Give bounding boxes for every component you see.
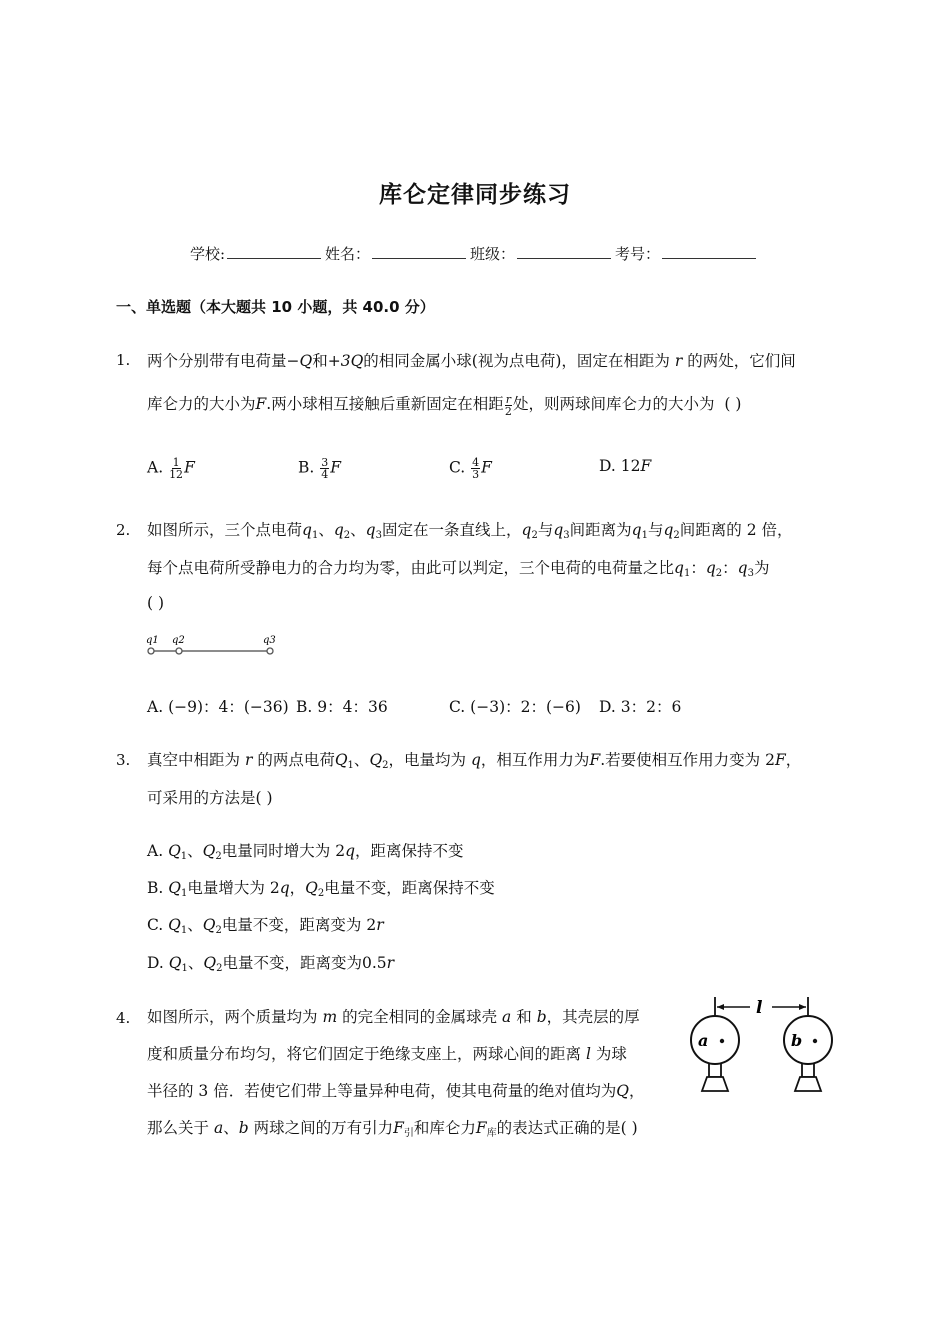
page-title: 库仑定律同步练习 [379,182,571,208]
question-4-number: 4. [116,1009,131,1027]
q4-spheres-figure [688,995,838,1097]
question-1-line-2: 库仑力的大小为F.两小球相互接触后重新固定在相距 $\frac{r}{2}$ 处，则两球间库仑力的大小为 ( ) [147,392,742,418]
q1-option-c[interactable]: C. $\frac{4}{3}$ F [449,456,492,481]
q2-option-c[interactable]: C. (−3)：2：(−6) [449,698,581,716]
q3-option-b[interactable]: B. $Q_1$电量增大为 2q，$Q_2$电量不变，距离保持不变 [147,879,495,899]
stand-a [702,1077,728,1091]
question-2-line-3: ( ) [147,594,165,612]
school-label: 学校: [189,245,225,263]
question-4-line-1: 如图所示，两个质量均为 m 的完全相同的金属球壳 a 和 b，其壳层的厚 [147,1008,640,1026]
q3-dot [267,648,273,654]
question-4-line-3: 半径的 3 倍．若使它们带上等量异种电荷，使其电荷量的绝对值均为Q， [147,1082,645,1100]
question-3-line-2: 可采用的方法是( ) [147,789,273,807]
fraction-r-over-2: $\frac{r}{2}$ [504,392,512,418]
q1-label: q1 [146,635,159,646]
school-blank[interactable] [227,244,321,259]
class-blank[interactable] [517,244,611,259]
question-4-line-4: 那么关于 a、b 两球之间的万有引力$F_引$和库仑力$F_库$的表达式正确的是( ) [147,1119,638,1139]
q1-option-b[interactable]: B. $\frac{3}{4}$ F [298,456,342,481]
question-1-number: 1. [116,351,131,369]
question-4-line-2: 度和质量分布均匀，将它们固定于绝缘支座上，两球心间的距离 l 为球 [147,1045,627,1063]
question-3-line-1: 真空中相距为 r 的两点电荷$Q_1$、$Q_2$，电量均为 q，相互作用力为F.若要使相互作用力变为 2F， [147,751,802,771]
q3-option-c[interactable]: C. $Q_1$、$Q_2$电量不变，距离变为 2r [147,916,384,936]
q2-option-a[interactable]: A. (−9)：4：(−36) [147,698,289,716]
sphere-a-label: a [698,1031,709,1050]
question-3-number: 3. [116,751,131,769]
q2-charges-figure [144,633,280,657]
question-2-number: 2. [116,521,131,539]
q2-dot [176,648,182,654]
q2-option-b[interactable]: B. 9：4：36 [296,698,388,716]
exam-blank[interactable] [662,244,756,259]
student-info-line [0,243,950,264]
distance-label-l: l [756,998,763,1018]
q1-option-d[interactable]: D. 12F [599,457,652,475]
exam-label: 考号： [615,245,661,263]
section-heading: 一、单选题（本大题共 10 小题，共 40.0 分） [116,298,435,316]
class-label: 班级： [470,245,516,263]
name-label: 姓名： [325,245,371,263]
q3-option-d[interactable]: D. $Q_1$、$Q_2$电量不变，距离变为0.5r [147,954,395,974]
question-1-line-1: 两个分别带有电荷量−Q和+3Q的相同金属小球(视为点电荷)，固定在相距为 r 的两处，它们间 [147,352,796,370]
question-2-line-1: 如图所示，三个点电荷$q_1$、$q_2$、$q_3$固定在一条直线上，$q_2$与$q_3$间距离为$q_1$与$q_2$间距离的 2 倍， [147,521,793,541]
q1-option-a[interactable]: A. $\frac{1}{12}$ F [147,456,195,481]
q2-label: q2 [172,635,185,646]
q2-option-d[interactable]: D. 3：2：6 [599,698,682,716]
question-2-line-2: 每个点电荷所受静电力的合力均为零，由此可以判定，三个电荷的电荷量之比$q_1$：$q_2$：$q_3$为 [147,559,770,579]
q3-option-a[interactable]: A. $Q_1$、$Q_2$电量同时增大为 2q，距离保持不变 [147,842,464,862]
q3-label: q3 [263,635,276,646]
q1-dot [148,648,154,654]
sphere-b-label: b [791,1031,803,1050]
name-blank[interactable] [372,244,466,259]
stand-b [795,1077,821,1091]
